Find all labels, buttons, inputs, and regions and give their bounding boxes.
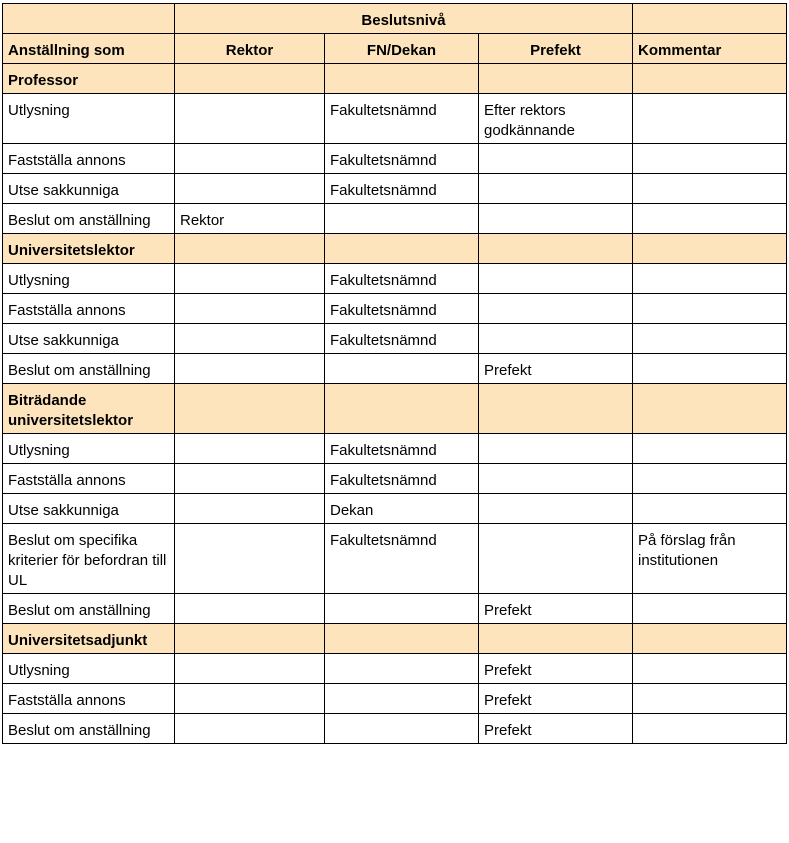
section-title: Biträdande universitetslektor	[3, 384, 175, 434]
section-title: Professor	[3, 64, 175, 94]
header-rektor: Rektor	[175, 34, 325, 64]
rektor-cell	[175, 294, 325, 324]
prefekt-cell	[479, 144, 633, 174]
decision-level-header: Beslutsnivå	[175, 4, 633, 34]
prefekt-cell	[479, 434, 633, 464]
kommentar-cell	[633, 594, 787, 624]
header-fn-dekan: FN/Dekan	[325, 34, 479, 64]
fn-dekan-cell	[325, 654, 479, 684]
fn-dekan-cell: Fakultetsnämnd	[325, 524, 479, 594]
section-title: Universitetslektor	[3, 234, 175, 264]
kommentar-cell	[633, 494, 787, 524]
fn-dekan-cell	[325, 594, 479, 624]
section-row	[3, 234, 787, 264]
empty-header-cell	[3, 4, 175, 34]
table-row	[3, 594, 787, 624]
fn-dekan-cell: Fakultetsnämnd	[325, 324, 479, 354]
section-empty-cell	[479, 64, 633, 94]
kommentar-cell	[633, 94, 787, 144]
fn-dekan-cell: Fakultetsnämnd	[325, 294, 479, 324]
section-empty-cell	[479, 624, 633, 654]
section-row	[3, 64, 787, 94]
section-empty-cell	[175, 234, 325, 264]
section-empty-cell	[325, 384, 479, 434]
kommentar-cell: På förslag från institutionen	[633, 524, 787, 594]
section-empty-cell	[175, 64, 325, 94]
kommentar-cell	[633, 434, 787, 464]
prefekt-cell	[479, 524, 633, 594]
prefekt-cell: Prefekt	[479, 354, 633, 384]
prefekt-cell	[479, 494, 633, 524]
prefekt-cell	[479, 324, 633, 354]
prefekt-cell	[479, 464, 633, 494]
rektor-cell	[175, 654, 325, 684]
table-row	[3, 714, 787, 744]
prefekt-cell: Prefekt	[479, 714, 633, 744]
super-header-row	[3, 4, 787, 34]
fn-dekan-cell: Fakultetsnämnd	[325, 144, 479, 174]
kommentar-cell	[633, 654, 787, 684]
section-title: Universitetsadjunkt	[3, 624, 175, 654]
fn-dekan-cell	[325, 354, 479, 384]
rektor-cell	[175, 174, 325, 204]
row-label: Beslut om anställning	[3, 354, 175, 384]
rektor-cell	[175, 464, 325, 494]
rektor-cell	[175, 714, 325, 744]
kommentar-cell	[633, 174, 787, 204]
section-empty-cell	[175, 384, 325, 434]
rektor-cell	[175, 94, 325, 144]
header-kommentar: Kommentar	[633, 34, 787, 64]
row-label: Utse sakkunniga	[3, 494, 175, 524]
rektor-cell: Rektor	[175, 204, 325, 234]
row-label: Utlysning	[3, 654, 175, 684]
section-empty-cell	[325, 624, 479, 654]
table-row	[3, 294, 787, 324]
prefekt-cell	[479, 294, 633, 324]
table-row	[3, 354, 787, 384]
section-empty-cell	[325, 234, 479, 264]
row-label: Beslut om anställning	[3, 594, 175, 624]
kommentar-cell	[633, 714, 787, 744]
section-empty-cell	[479, 234, 633, 264]
header-prefekt: Prefekt	[479, 34, 633, 64]
rektor-cell	[175, 684, 325, 714]
rektor-cell	[175, 144, 325, 174]
fn-dekan-cell: Dekan	[325, 494, 479, 524]
fn-dekan-cell: Fakultetsnämnd	[325, 174, 479, 204]
fn-dekan-cell: Fakultetsnämnd	[325, 94, 479, 144]
fn-dekan-cell	[325, 204, 479, 234]
fn-dekan-cell: Fakultetsnämnd	[325, 434, 479, 464]
table-row	[3, 204, 787, 234]
fn-dekan-cell	[325, 714, 479, 744]
row-label: Utse sakkunniga	[3, 324, 175, 354]
row-label: Utlysning	[3, 434, 175, 464]
rektor-cell	[175, 434, 325, 464]
section-row	[3, 384, 787, 434]
kommentar-cell	[633, 324, 787, 354]
fn-dekan-cell: Fakultetsnämnd	[325, 464, 479, 494]
table-row	[3, 144, 787, 174]
table-row	[3, 434, 787, 464]
section-empty-cell	[633, 384, 787, 434]
section-empty-cell	[633, 234, 787, 264]
table-row	[3, 684, 787, 714]
kommentar-cell	[633, 264, 787, 294]
header-employment: Anställning som	[3, 34, 175, 64]
fn-dekan-cell: Fakultetsnämnd	[325, 264, 479, 294]
rektor-cell	[175, 524, 325, 594]
rektor-cell	[175, 324, 325, 354]
section-row	[3, 624, 787, 654]
table-row	[3, 654, 787, 684]
table-row	[3, 94, 787, 144]
table-row	[3, 464, 787, 494]
kommentar-cell	[633, 354, 787, 384]
table-row	[3, 174, 787, 204]
table-row	[3, 324, 787, 354]
section-empty-cell	[633, 624, 787, 654]
row-label: Beslut om anställning	[3, 204, 175, 234]
kommentar-cell	[633, 204, 787, 234]
rektor-cell	[175, 594, 325, 624]
table-row	[3, 264, 787, 294]
decision-level-table	[2, 3, 787, 744]
fn-dekan-cell	[325, 684, 479, 714]
row-label: Fastställa annons	[3, 294, 175, 324]
rektor-cell	[175, 354, 325, 384]
prefekt-cell	[479, 204, 633, 234]
prefekt-cell: Prefekt	[479, 654, 633, 684]
row-label: Fastställa annons	[3, 684, 175, 714]
prefekt-cell	[479, 264, 633, 294]
kommentar-cell	[633, 464, 787, 494]
empty-header-cell	[633, 4, 787, 34]
column-header-row	[3, 34, 787, 64]
table-body	[3, 4, 787, 744]
prefekt-cell: Prefekt	[479, 684, 633, 714]
kommentar-cell	[633, 144, 787, 174]
prefekt-cell: Prefekt	[479, 594, 633, 624]
row-label: Fastställa annons	[3, 144, 175, 174]
row-label: Utlysning	[3, 264, 175, 294]
row-label: Fastställa annons	[3, 464, 175, 494]
row-label: Beslut om anställning	[3, 714, 175, 744]
section-empty-cell	[175, 624, 325, 654]
section-empty-cell	[325, 64, 479, 94]
kommentar-cell	[633, 294, 787, 324]
rektor-cell	[175, 264, 325, 294]
row-label: Beslut om specifika kriterier för befordran till UL	[3, 524, 175, 594]
section-empty-cell	[633, 64, 787, 94]
prefekt-cell: Efter rektors godkännande	[479, 94, 633, 144]
prefekt-cell	[479, 174, 633, 204]
table-row	[3, 494, 787, 524]
table-row	[3, 524, 787, 594]
kommentar-cell	[633, 684, 787, 714]
rektor-cell	[175, 494, 325, 524]
section-empty-cell	[479, 384, 633, 434]
row-label: Utlysning	[3, 94, 175, 144]
row-label: Utse sakkunniga	[3, 174, 175, 204]
